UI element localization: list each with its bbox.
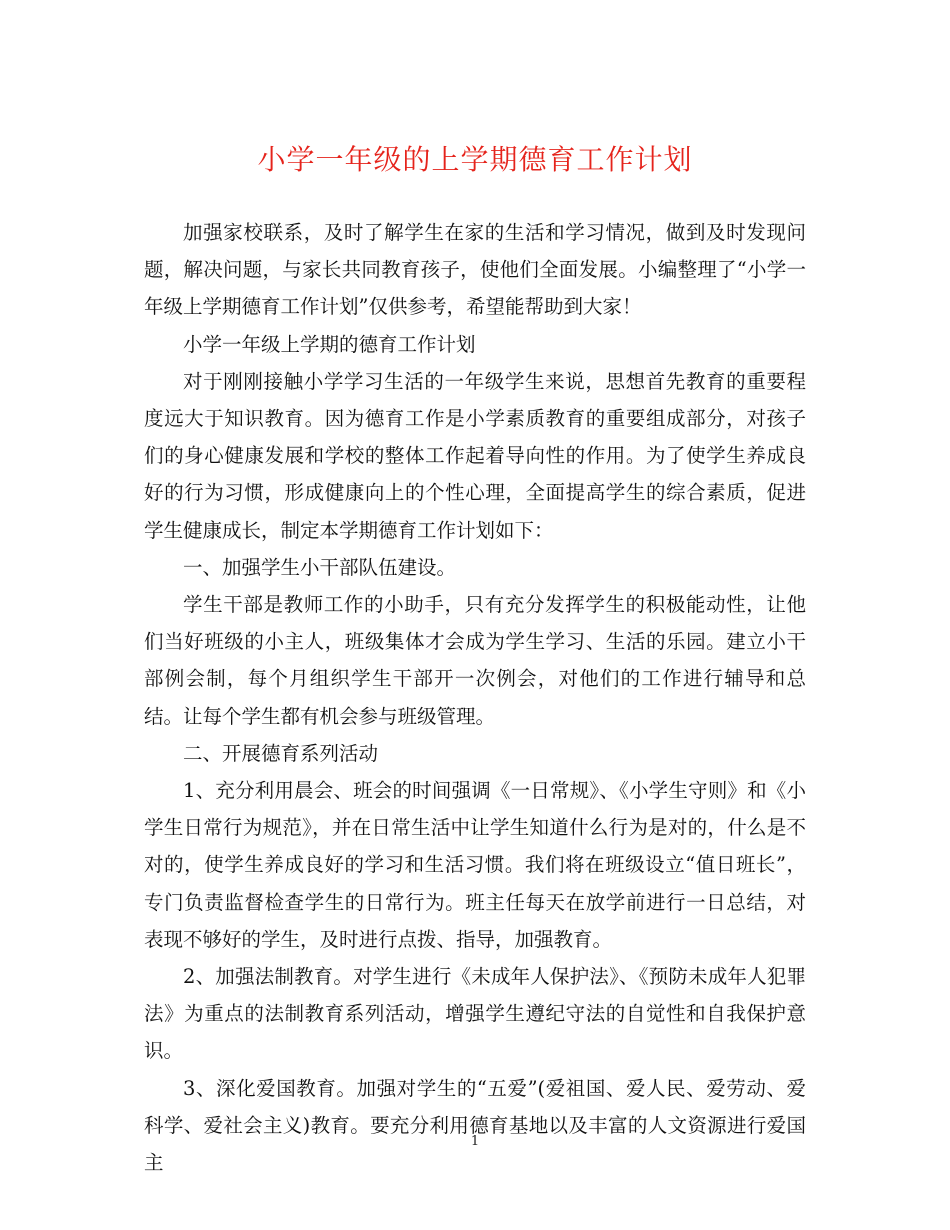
item-2-paragraph: 2、加强法制教育。对学生进行《未成年人保护法》、《预防未成年人犯罪法》为重点的法制教育系列活动，增强学生遵纪守法的自觉性和自我保护意识。 [144,965,806,1063]
document-title: 小学一年级的上学期德育工作计划 [257,143,693,176]
section-heading-2: 二、开展德育系列活动 [183,741,379,765]
subtitle-paragraph: 小学一年级上学期的德育工作计划 [183,332,476,356]
item-1-paragraph: 1、充分利用晨会、班会的时间强调《一日常规》、《小学生守则》和《小学生日常行为规范》，并在日常生活中让学生知道什么行为是对的，什么是不对的，使学生养成良好的学习和生活习惯。我们将在班级设立“值日班长”，专门负责监督检查学生的日常行为。班主任每天在放学前进行一日总结，对表现不够好的学生，及时进行点拨、指导，加强教育。 [144,779,806,951]
item-3-paragraph: 3、深化爱国教育。加强对学生的“五爱”(爱祖国、爱人民、爱劳动、爱科学、爱社会主义)教育。要充分利用德育基地以及丰富的人文资源进行爱国主 [144,1076,806,1175]
page-number: 1 [470,1134,480,1149]
document-body [144,214,806,1181]
section-heading-1: 一、加强学生小干部队伍建设。 [183,555,457,579]
intro-paragraph: 加强家校联系，及时了解学生在家的生活和学习情况，做到及时发现问题，解决问题，与家长共同教育孩子，使他们全面发展。小编整理了“小学一年级上学期德育工作计划”仅供参考，希望能帮助到大家！ [144,221,806,319]
section-1-paragraph: 学生干部是教师工作的小助手，只有充分发挥学生的积极能动性，让他们当好班级的小主人，班级集体才会成为学生学习、生活的乐园。建立小干部例会制，每个月组织学生干部开一次例会，对他们的工作进行辅导和总结。让每个学生都有机会参与班级管理。 [144,593,806,728]
preface-paragraph: 对于刚刚接触小学学习生活的一年级学生来说，思想首先教育的重要程度远大于知识教育。因为德育工作是小学素质教育的重要组成部分，对孩子们的身心健康发展和学校的整体工作起着导向性的作用。为了使学生养成良好的行为习惯，形成健康向上的个性心理，全面提高学生的综合素质，促进学生健康成长，制定本学期德育工作计划如下： [144,369,806,542]
